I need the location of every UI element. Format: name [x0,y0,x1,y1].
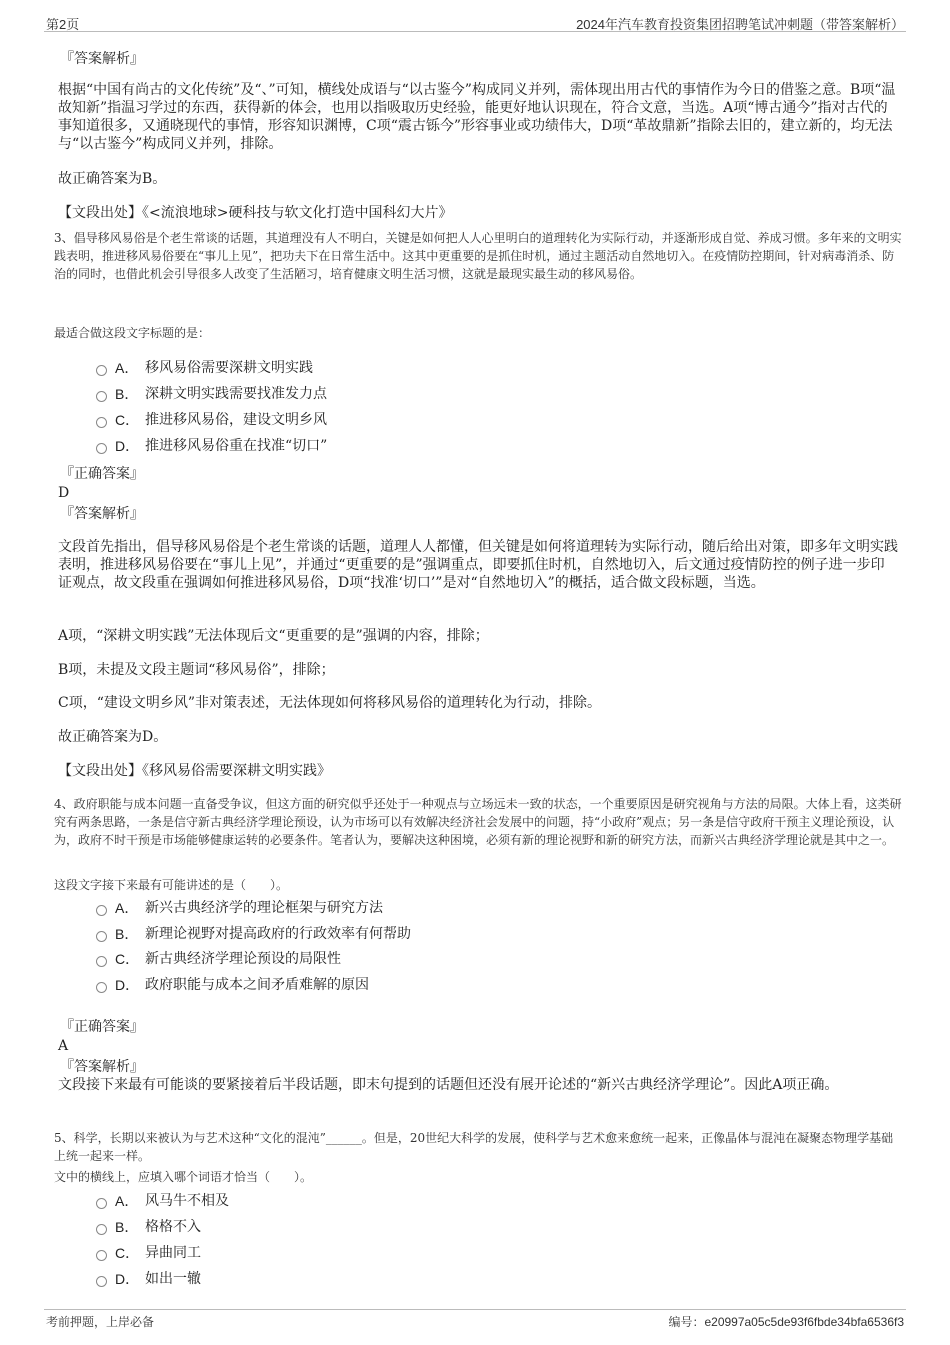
q4-option-c[interactable] [96,950,341,968]
q5-option-a[interactable] [96,1192,229,1210]
q4-option-b[interactable] [96,925,411,943]
q5-option-c[interactable] [96,1244,201,1262]
option-text: 异曲同工 [145,1245,201,1261]
document-title: 2024年汽车教育投资集团招聘笔试冲刺题（带答案解析） [576,17,904,32]
radio-icon[interactable] [96,1276,107,1287]
footer-slogan: 考前押题，上岸必备 [46,1315,155,1329]
q4-option-d[interactable] [96,976,369,994]
q4-answer-label: 『正确答案』 [60,1019,144,1035]
radio-icon[interactable] [96,956,107,967]
option-letter: C． [115,951,140,967]
q3-note-a: A项，“深耕文明实践”无法体现后文“更重要的是”强调的内容，排除； [58,628,489,644]
option-letter: B． [115,386,139,402]
q5-stem: 5、科学，长期以来被认为与艺术这种“文化的混沌”______。但是，20世纪大科学的发展，使科学与艺术愈来愈统一起来，正像晶体与混沌在凝聚态物理学基础上统一起来一样。 [54,1131,894,1163]
q4-ask: 这段文字接下来最有可能讲述的是（ ）。 [54,878,289,892]
q3-option-a[interactable] [96,359,313,377]
option-text: 深耕文明实践需要找准发力点 [145,386,327,402]
q4-stem: 4、政府职能与成本问题一直备受争议，但这方面的研究似乎还处于一种观点与立场远未一致的状态，一个重要原因是研究视角与方法的局限。大体上看，这类研究有两条思路，一条是信守新古典经济学理论预设，认为市场可以有效解决经济社会发展中的问题，持“小政府”观点；另一条是信守政府干预主义理论预设，认为，政府不时干预是市场能够健康运转的必要条件。笔者认为，要解决这种困境，必须有新的理论视野和新的研究方法，而新兴古典经济学理论就是其中之一。 [54,797,902,847]
q3-answer-label: 『正确答案』 [60,466,144,482]
option-letter: A． [115,900,139,916]
q5-option-d[interactable] [96,1270,201,1288]
option-text: 政府职能与成本之间矛盾难解的原因 [145,977,369,993]
option-text: 新古典经济学理论预设的局限性 [145,951,341,967]
q3-ask: 最适合做这段文字标题的是： [54,326,211,340]
q3-analysis: 文段首先指出，倡导移风易俗是个老生常谈的话题，道理人人都懂，但关键是如何将道理转为实际行动，随后给出对策，即多年文明实践表明，推进移风易俗要在“事儿上见”，并通过“更重要的是”强调重点，即要抓住时机，自然地切入，后文通过疫情防控的例子进一步印证观点，故文段重在强调如何推进移风易俗，D项“找准‘切口’”是对“自然地切入”的概括，适合做文段标题，当选。 [58,539,898,591]
radio-icon[interactable] [96,443,107,454]
option-text: 如出一辙 [145,1271,201,1287]
radio-icon[interactable] [96,391,107,402]
footer-serial: 编号：e20997a05c5de93f6fbde34bfa6536f3 [668,1315,904,1329]
option-text: 移风易俗需要深耕文明实践 [145,360,313,376]
q2-conclusion: 故正确答案为B。 [58,171,167,187]
radio-icon[interactable] [96,982,107,993]
radio-icon[interactable] [96,417,107,428]
option-letter: D． [115,977,140,993]
q2-analysis: 根据“中国有尚古的文化传统”及“、”可知，横线处成语与“以古鉴今”构成同义并列，需体现出用古代的事情作为今日的借鉴之意。B项“温故知新”指温习学过的东西，获得新的体会，也用以指吸取历史经验，能更好地认识现在，符合文意，当选。A项“博古通今”指对古代的事知道很多，又通晓现代的事情，形容知识渊博，C项“震古铄今”形容事业或功绩伟大，D项“革故鼎新”指除去旧的，建立新的，均无法与“以古鉴今”构成同义并列，排除。 [58,82,896,152]
q5-option-b[interactable] [96,1218,201,1236]
q3-option-c[interactable] [96,411,327,429]
radio-icon[interactable] [96,1198,107,1209]
option-text: 推进移风易俗，建设文明乡风 [145,412,327,428]
option-letter: D． [115,438,140,454]
radio-icon[interactable] [96,1250,107,1261]
q3-answer: D [58,485,70,501]
q3-note-b: B项，未提及文段主题词“移风易俗”，排除； [58,662,335,678]
q3-source: 【文段出处】《移风易俗需要深耕文明实践》 [58,763,331,779]
header-divider [44,31,906,32]
option-letter: C． [115,412,140,428]
option-text: 新理论视野对提高政府的行政效率有何帮助 [145,926,411,942]
option-letter: A． [115,1193,139,1209]
option-text: 格格不入 [145,1219,201,1235]
footer-divider [44,1309,906,1310]
radio-icon[interactable] [96,905,107,916]
option-text: 推进移风易俗重在找准“切口” [145,438,328,454]
q4-analysis-label: 『答案解析』 [60,1059,144,1075]
page-number: 第2页 [46,17,80,32]
q3-stem: 3、倡导移风易俗是个老生常谈的话题，其道理没有人不明白，关键是如何把人人心里明白的道理转化为实际行动，并逐渐形成自觉、养成习惯。多年来的文明实践表明，推进移风易俗要在“事儿上见”，把功夫下在日常生活中。这其中更重要的是抓住时机，通过主题活动自然地切入。在疫情防控期间，针对病毒消杀、防治的同时，也借此机会引导很多人改变了生活陋习，培育健康文明生活习惯，这就是最现实最生动的移风易俗。 [54,231,902,281]
q3-note-c: C项，“建设文明乡风”非对策表述，无法体现如何将移风易俗的道理转化为行动，排除。 [58,695,602,711]
option-letter: B． [115,1219,139,1235]
radio-icon[interactable] [96,365,107,376]
radio-icon[interactable] [96,931,107,942]
q3-analysis-label: 『答案解析』 [60,506,144,522]
option-letter: A． [115,360,139,376]
q2-source: 【文段出处】《<流浪地球>硬科技与软文化打造中国科幻大片》 [58,205,453,221]
q3-conclusion: 故正确答案为D。 [58,729,168,745]
option-letter: C． [115,1245,140,1261]
option-text: 风马牛不相及 [145,1193,229,1209]
option-text: 新兴古典经济学的理论框架与研究方法 [145,900,383,916]
q4-answer: A [58,1038,69,1054]
q4-option-a[interactable] [96,899,383,917]
q3-option-b[interactable] [96,385,327,403]
q4-analysis: 文段接下来最有可能谈的要紧接着后半段话题，即末句提到的话题但还没有展开论述的“新兴古典经济学理论”。因此A项正确。 [58,1077,839,1093]
option-letter: D． [115,1271,140,1287]
option-letter: B． [115,926,139,942]
q3-option-d[interactable] [96,437,327,455]
q5-ask: 文中的横线上，应填入哪个词语才恰当（ ）。 [54,1170,313,1184]
radio-icon[interactable] [96,1224,107,1235]
q2-analysis-label: 『答案解析』 [60,51,144,67]
